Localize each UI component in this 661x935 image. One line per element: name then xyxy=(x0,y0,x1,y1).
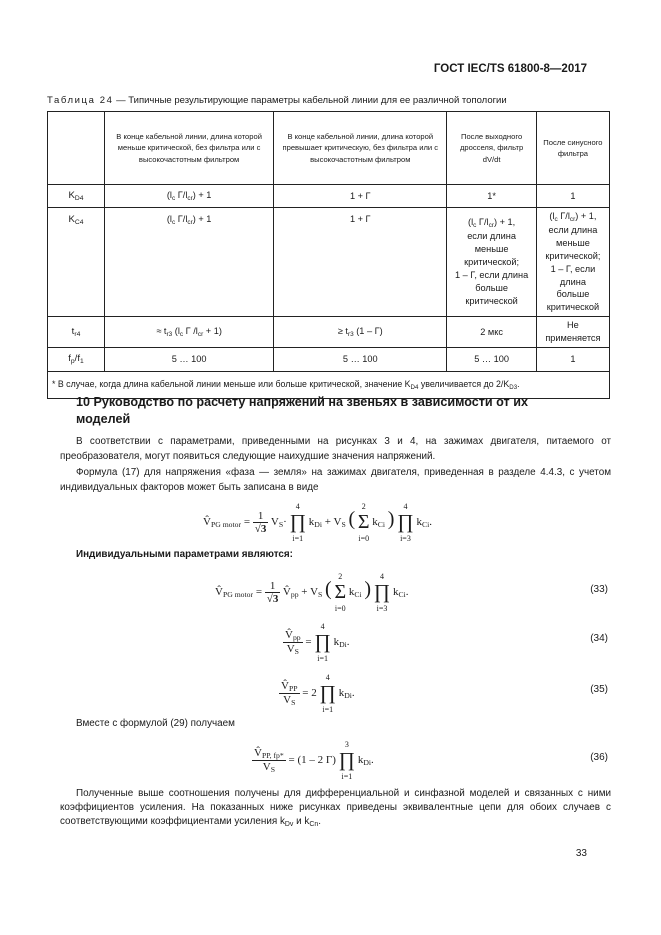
fraction-one-over-root3: $\frac{1}{√3}$ xyxy=(254,510,267,535)
table-row-fp xyxy=(48,347,610,371)
table-header-row xyxy=(48,112,610,185)
table-footnote: * В случае, когда длина кабельной линии меньше или больше критической, значение $K_{D4}$ увеличивается до $2/K_{D3}$. xyxy=(48,371,610,398)
formula-35: $\frac{V̂_{PP}}{V_S}$ = 2 4 ∏ i=1 $k_{Di}$. xyxy=(281,673,355,714)
results-table xyxy=(47,111,610,399)
table-caption-label: Таблица 24 xyxy=(47,95,114,106)
formula-36: $\frac{V̂_{PP, fp*}}{V_S}$ = (1 – 2 Γ) 3 ∏ i=1 $k_{Di}$. xyxy=(254,740,374,781)
paragraph-formula17: Формула (17) для напряжения «фаза — земля» на зажимах двигателя, приведенная в разделе 4.4.3, с учетом индивидуальных факторов может быть записана в виде xyxy=(60,467,611,494)
paragraph-individual-params: Индивидуальными параметрами являются: xyxy=(76,549,293,560)
kd4-long-cell: 1 + Γ xyxy=(274,185,447,208)
table-row-tr4 xyxy=(48,317,610,348)
kc4-sine-cell: ($l_c$ $\Gamma/l_{cr}) + 1$, если длина меньше критической; 1 – Γ, если длина больше критической xyxy=(536,208,609,317)
corner-cell xyxy=(48,112,105,185)
row-label-fp: $f_p/f_1$ xyxy=(48,347,105,371)
tr4-sine-cell: Не применяется xyxy=(536,317,609,348)
fp-short-cell: 5 … 100 xyxy=(105,347,274,371)
col-header-dvdt-filter: После выходного дросселя, фильтр dV/dt xyxy=(447,112,537,185)
table-row-kd4 xyxy=(48,185,610,208)
paragraph-conclusion: Полученные выше соотношения получены для дифференциальной и синфазной моделей и связанных с ними коэффициентов усиления. На показанных ниже рисунках приведены эквивалентные цепи для обоих случаев с соответствующими коэффициентами усиления $k_{Dv}$ и $k_{Cn}$. xyxy=(60,788,611,828)
kc4-short-cell: ($l_c$ $\Gamma/l_{cr}) + 1$ xyxy=(105,208,274,317)
col-header-sine-filter: После синусного фильтра xyxy=(536,112,609,185)
col-header-short-cable: В конце кабельной линии, длина которой меньше критической, без фильтра или с высокочастотным фильтром xyxy=(105,112,274,185)
paragraph-formula29: Вместе с формулой (29) получаем xyxy=(76,718,235,729)
paragraph-intro: В соответствии с параметрами, приведенными на рисунках 3 и 4, на зажимах двигателя, питаемого от преобразователя, могут появиться следующие наихудшие значения напряжений. xyxy=(60,436,611,463)
table-caption-text: — Типичные результирующие параметры кабельной линии для ее различной топологии xyxy=(113,95,507,106)
equation-number-34: (34) xyxy=(590,633,608,644)
row-label-kd4: $K_{D4}$ xyxy=(48,185,105,208)
equation-number-33: (33) xyxy=(590,584,608,595)
section-title: 10 Руководство по расчету напряжений на звеньях в зависимости от их моделей xyxy=(76,395,528,426)
formula-34: $\frac{V̂_{pp}}{V_S}$ = 4 ∏ i=1 $k_{Di}$. xyxy=(285,622,350,663)
kd4-short-cell: ($l_c$ $\Gamma/l_{cr}) + 1$ xyxy=(105,185,274,208)
tr4-dvdt-cell: 2 мкс xyxy=(447,317,537,348)
col-header-long-cable: В конце кабельной линии, длина которой превышает критическую, без фильтра или с высокочастотным фильтром xyxy=(274,112,447,185)
row-label-tr4: $t_{r4}$ xyxy=(48,317,105,348)
table-row-kc4 xyxy=(48,208,610,317)
fp-long-cell: 5 … 100 xyxy=(274,347,447,371)
fp-dvdt-cell: 5 … 100 xyxy=(447,347,537,371)
table-caption xyxy=(47,95,507,106)
kd4-dvdt-cell: 1* xyxy=(447,185,537,208)
kd4-sine-cell: 1 xyxy=(536,185,609,208)
kc4-dvdt-cell: ($l_c$ $\Gamma/l_{cr}) + 1$, если длина меньше критической; 1 – Γ, если длина больше критической xyxy=(447,208,537,317)
equation-number-36: (36) xyxy=(590,752,608,763)
fp-sine-cell: 1 xyxy=(536,347,609,371)
kc4-long-cell: 1 + Γ xyxy=(274,208,447,317)
equation-number-35: (35) xyxy=(590,684,608,695)
document-number: ГОСТ IEC/TS 61800-8—2017 xyxy=(433,63,587,75)
page-number: 33 xyxy=(575,848,587,859)
tr4-long-cell: ≥ $t_{r3}$ (1 – Γ) xyxy=(274,317,447,348)
tr4-short-cell: ≈ $t_{r3}$ ($l_c$ Γ $/l_{cr} + 1$) xyxy=(105,317,274,348)
row-label-kc4: $K_{C4}$ xyxy=(48,208,105,317)
formula-33: $V̂_{PG motor}$ = $\frac{1}{√3}$ $V̂_{pp} + V_S$ ( 2 Σ i=0 $k_{Ci}$ ) 4 ∏ i=3 $k_{Ci}$. xyxy=(215,572,409,613)
formula-vpg-motor: $V̂_{PG motor}$ = $\frac{1}{√3}$ $V_S\cdot$ 4 ∏ i=1 $k_{Di} + V_S$ ( 2 Σ i=0 $k_{Ci}$ ) 4 ∏ i=3 $k_{Ci}$. xyxy=(203,502,432,543)
